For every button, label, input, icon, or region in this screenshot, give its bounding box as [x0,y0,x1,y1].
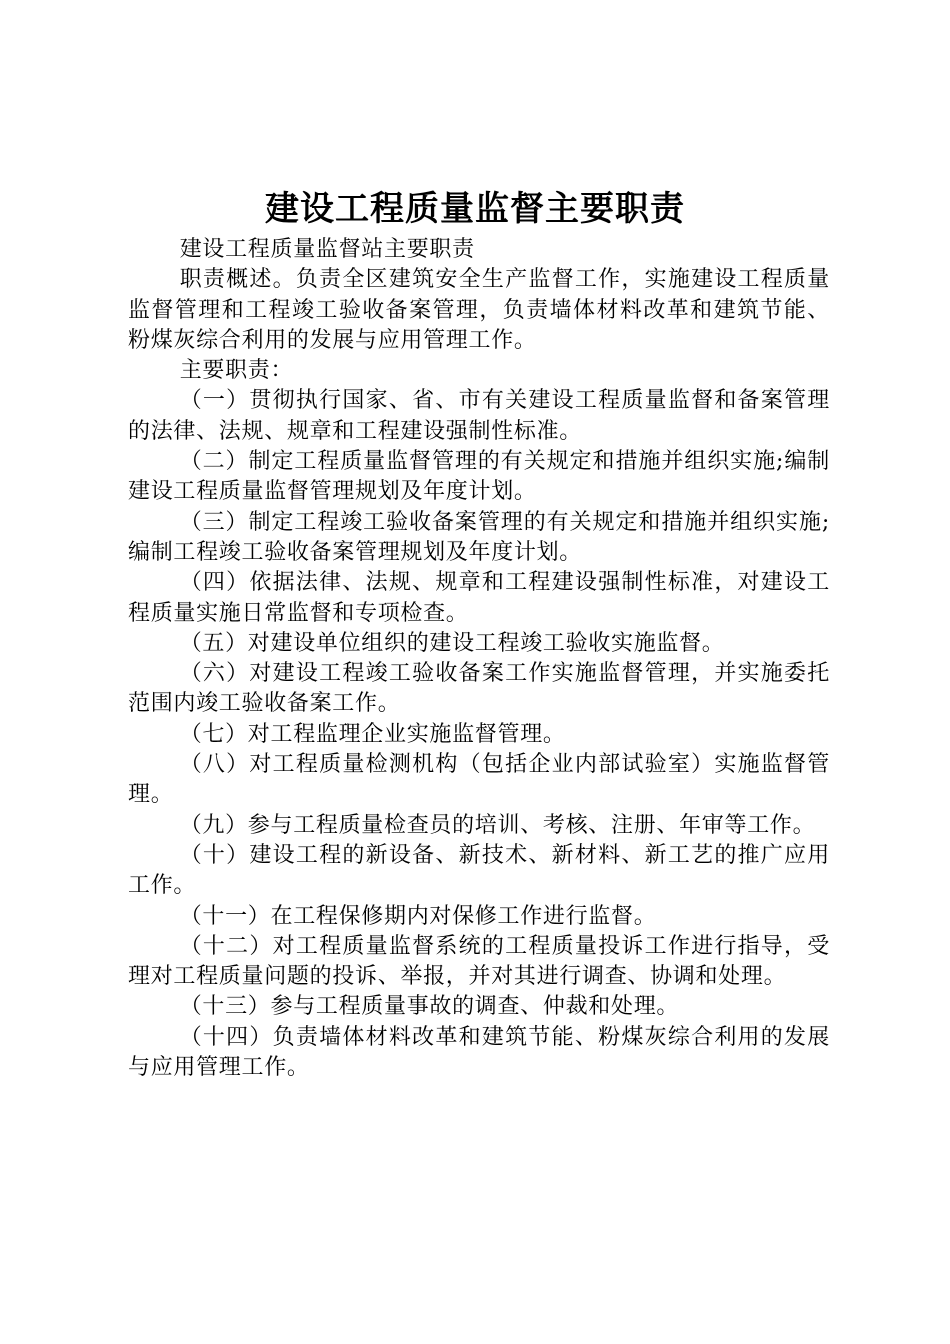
paragraph-main-duties-heading: 主要职责： [179,358,294,384]
duty-item-13: （十三）参与工程质量事故的调查、仲裁和处理。 [179,994,680,1020]
duty-item-12: （十二）对工程质量监督系统的工程质量投诉工作进行指导，受理对工程质量问题的投诉、举报，并对其进行调查、协调和处理。 [128,933,830,990]
paragraph-subtitle: 建设工程质量监督站主要职责 [179,237,475,262]
duty-item-9: （九）参与工程质量检查员的培训、考核、注册、年审等工作。 [179,812,816,838]
paragraph-overview: 职责概述。负责全区建筑安全生产监督工作，实施建设工程质量监督管理和工程竣工验收备案管理，负责墙体材料改革和建筑节能、粉煤灰综合利用的发展与应用管理工作。 [128,267,830,353]
duty-item-11: （十一）在工程保修期内对保修工作进行监督。 [179,903,657,929]
duty-item-6: （六）对建设工程竣工验收备案工作实施监督管理，并实施委托范围内竣工验收备案工作。 [128,661,830,717]
duty-item-8: （八）对工程质量检测机构（包括企业内部试验室）实施监督管理。 [128,752,830,808]
duty-item-10: （十）建设工程的新设备、新技术、新材料、新工艺的推广应用工作。 [128,842,830,899]
duty-item-2: （二）制定工程质量监督管理的有关规定和措施并组织实施;编制建设工程质量监督管理规划及年度计划。 [128,449,830,505]
duty-item-3: （三）制定工程竣工验收备案管理的有关规定和措施并组织实施;编制工程竣工验收备案管理规划及年度计划。 [128,509,830,565]
document-body [128,235,830,1083]
duty-item-5: （五）对建设单位组织的建设工程竣工验收实施监督。 [179,630,725,656]
duty-item-1: （一）贯彻执行国家、省、市有关建设工程质量监督和备案管理的法律、法规、规章和工程建设强制性标准。 [128,388,830,444]
duty-item-7: （七）对工程监理企业实施监督管理。 [179,721,566,747]
duty-item-14: （十四）负责墙体材料改革和建筑节能、粉煤灰综合利用的发展与应用管理工作。 [128,1024,830,1081]
document-title: 建设工程质量监督主要职责 [265,189,685,229]
duty-item-4: （四）依据法律、法规、规章和工程建设强制性标准，对建设工程质量实施日常监督和专项检查。 [128,570,830,626]
